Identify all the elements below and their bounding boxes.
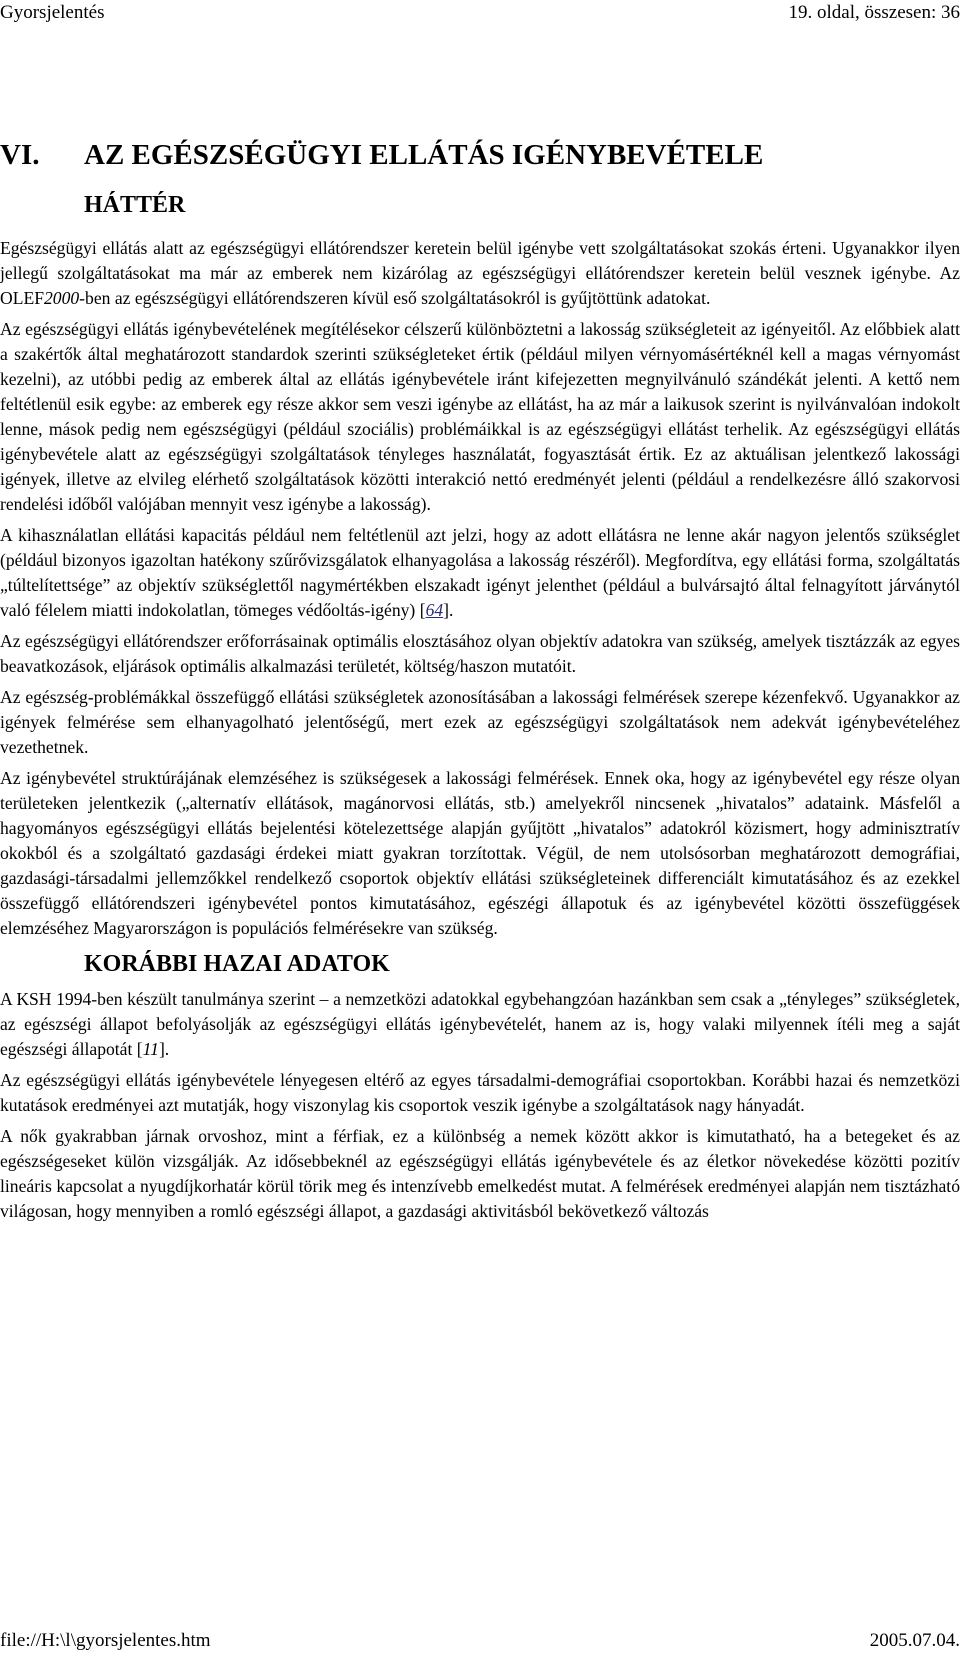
document-body [0, 133, 960, 1230]
paragraph: Egészségügyi ellátás alatt az egészségügyi ellátórendszer keretein belül igénybe vett szolgáltatásokat szokás érteni. Ugyanakkor ilyen jellegű szolgáltatásokat ma már az emberek nem kizárólag az egészségügyi ellátórendszer keretein belül vesznek igénybe. Az OLEF2000-ben az egészségügyi ellátórendszeren kívül eső szolgáltatásokról is gyűjtöttünk adatokat. [0, 238, 960, 308]
chapter-heading: AZ EGÉSZSÉGÜGYI ELLÁTÁS IGÉNYBEVÉTELE [84, 139, 764, 171]
section-heading-korabbi-hazai-adatok: KORÁBBI HAZAI ADATOK [84, 951, 390, 977]
paragraph: A kihasználatlan ellátási kapacitás például nem feltétlenül azt jelzi, hogy az adott ellátásra ne lenne akár nagyon jelentős szükséglet (például bizonyos igazoltan hatékony szűrővizsgálatok elhanyagolása a lakosság részéről). Megfordítva, egy ellátási forma, szolgáltatás „túltelítettsége” az objektív szükséglettől nagymértékben elszakadt igényt jelenthet (például a bulvársajtó által felnagyított járványtól való félelem miatti indokolatlan, tömeges védőoltás-igény) [64]. [0, 525, 960, 620]
paragraph: A KSH 1994-ben készült tanulmánya szerint – a nemzetközi adatokkal egybehangzóan hazánkban sem csak a „tényleges” szükségletek, az egészségi állapot befolyásolják az egészségügyi ellátás igénybevételét, hanem az is, hogy valaki milyennek ítéli meg a saját egészségi állapotát [11]. [0, 989, 960, 1059]
paragraph: A nők gyakrabban járnak orvoshoz, mint a férfiak, ez a különbség a nemek között akkor is kimutatható, ha a betegeket és az egészségeseket külön vizsgálják. Az idősebbeknél az egészségügyi ellátás igénybevétele és az életkor növekedése közötti pozitív lineáris kapcsolat a nyugdíjkorhatár körül törik meg és intenzívebb emelkedést mutat. A felmérések eredményei alapján nem tisztázható világosan, hogy mennyiben a romló egészségi állapot, a gazdasági aktivitásból bekövetkező változás [0, 1126, 960, 1221]
page-header [0, 0, 960, 26]
olef-year: 2000 [43, 288, 80, 308]
section-heading-hatter: HÁTTÉR [84, 192, 186, 218]
citation-link[interactable]: 64 [425, 600, 444, 620]
page-footer [0, 1627, 960, 1654]
page-number: 19. oldal, összesen: 36 [788, 2, 960, 23]
paragraph: Az igénybevétel struktúrájának elemzéséhez is szükségesek a lakossági felmérések. Ennek oka, hogy az igénybevétel egy része olyan területeken jelentkezik („alternatív ellátások, magánorvosi ellátás, stb.) amelyekről nincsenek „hivatalos” adataink. Másfelől a hagyományos egészségügyi ellátás bejelentési kötelezettsége alapján gyűjtött „hivatalos” adatokról közismert, hogy adminisztratív okokból és a szolgáltató gazdasági érdekei miatt gyakran torzítottak. Végül, de nem utolsósorban meghatározott demográfiai, gazdasági-társadalmi jellemzőkkel rendelkező csoportok objektív ellátási szükségleteinek differenciált kimutatásához és az ezekkel összefüggő ellátórendszeri igénybevétel pontos kimutatásához, egészégi állapotuk és az igénybevétel közötti összefüggések elemzéséhez Magyarországon is populációs felmérésekre van szükség. [0, 768, 960, 938]
chapter-title [0, 133, 960, 177]
paragraph: Az egészségügyi ellátórendszer erőforrásainak optimális elosztásához olyan objektív adatokra van szükség, amelyek tisztázzák az egyes beavatkozások, eljárások optimális alkalmazási területét, költség/haszon mutatóit. [0, 631, 960, 676]
paragraph: Az egészségügyi ellátás igénybevételének megítélésekor célszerű különböztetni a lakosság szükségleteit az igényeitől. Az előbbiek alatt a szakértők által meghatározott standardok szerinti szükségleteket értik (például milyen vérnyomásértéknél kell a magas vérnyomást kezelni), az utóbbi pedig az emberek által az ellátás igénybevétele iránt kifejezetten megnyilvánuló szándékát jelenti. A kettő nem feltétlenül esik egybe: az emberek egy része akkor sem veszi igénybe az ellátást, ha az már a laikusok szerint is nyilvánvalóan indokolt lenne, mások pedig nem egészségügyi (például szociális) problémáikkal is az egészségügyi ellátást terhelik. Az egészségügyi ellátás igénybevétele alatt az egészségügyi szolgáltatások tényleges használatát, fogyasztását értik. Ez az aktuálisan jelentkező lakossági igények, illetve az elvileg elérhető szolgáltatások közötti interakció nettó eredményét jelenti (például a rendelkezésre álló szakorvosi rendelési időből valójában mennyit vesz igénybe a lakosság). [0, 319, 960, 514]
print-date: 2005.07.04. [869, 1630, 960, 1651]
citation-ref: 11 [142, 1039, 159, 1059]
chapter-number: VI. [0, 139, 40, 171]
file-path: file://H:\l\gyorsjelentes.htm [0, 1630, 211, 1651]
header-title: Gyorsjelentés [0, 2, 105, 23]
paragraph: Az egészség-problémákkal összefüggő ellátási szükségletek azonosításában a lakossági felmérések szerepe kézenfekvő. Ugyanakkor az igények felmérése sem elhanyagolható jelentőségű, mert ezek az egészségügyi szolgáltatások nem adekvát igénybevételéhez vezethetnek. [0, 687, 960, 757]
paragraph: Az egészségügyi ellátás igénybevétele lényegesen eltérő az egyes társadalmi-demográfiai csoportokban. Korábbi hazai és nemzetközi kutatások eredményei azt mutatják, hogy viszonylag kis csoportok veszik igénybe a szolgáltatások nagy hányadát. [0, 1070, 960, 1115]
